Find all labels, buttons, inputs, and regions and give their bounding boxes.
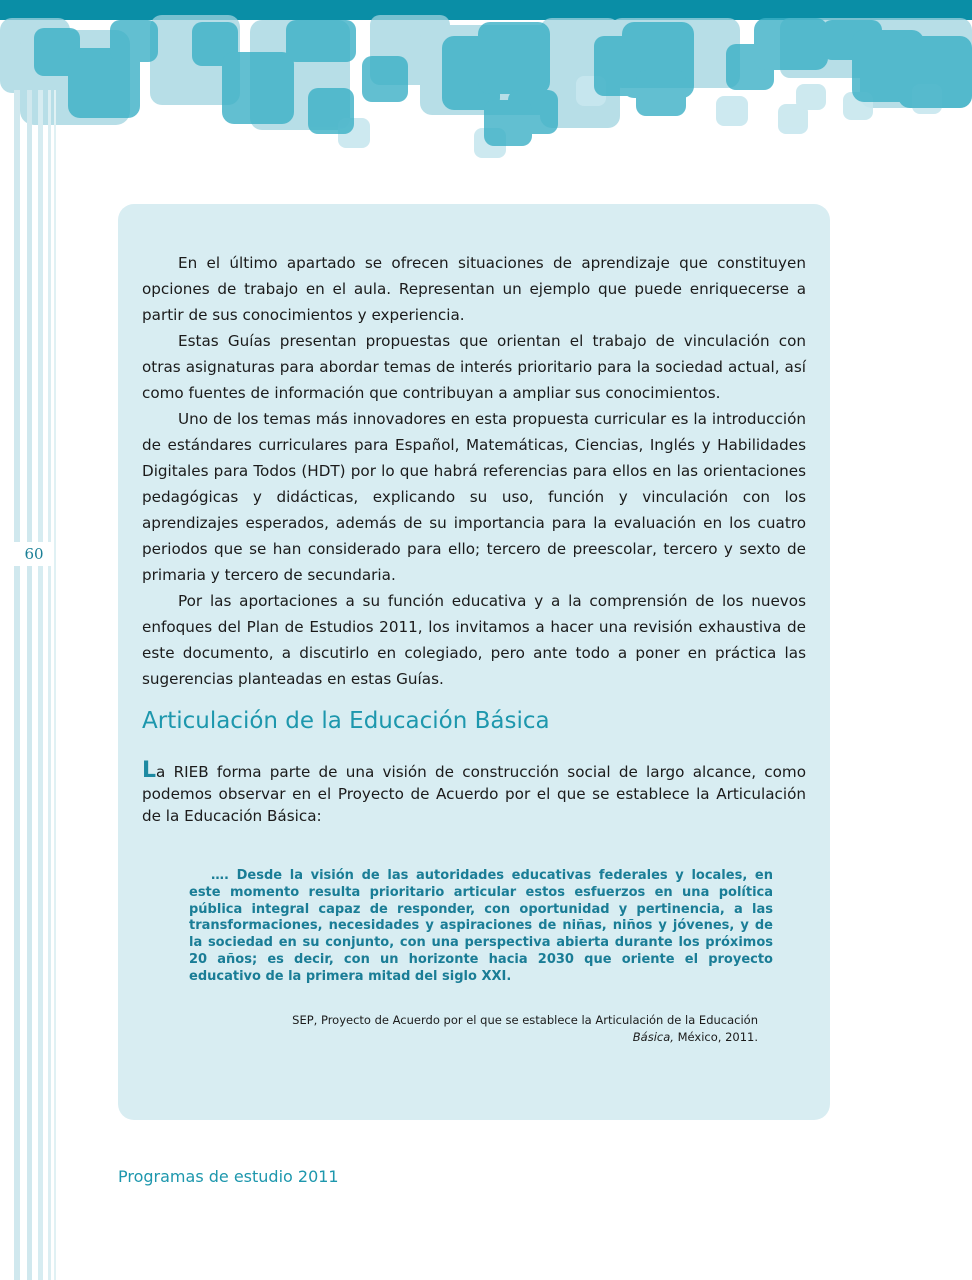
section-intro [142,760,806,827]
left-vertical-stripes [0,90,60,1280]
citation-line: SEP, Proyecto de Acuerdo por el que se establece la Articulación de la Educación [292,1013,758,1027]
footer-title: Programas de estudio 2011 [118,1167,339,1186]
paragraph: Por las aportaciones a su función educativa y a la comprensión de los nuevos enfoques del Plan de Estudios 2011, los invitamos a hacer una revisión exhaustiva de este documento, a discutirlo en colegiado, pero ante todo a poner en práctica las sugerencias planteadas en estas Guías. [142,592,806,688]
decorative-squares-banner [0,0,972,170]
body-text [142,250,806,692]
page-number: 60 [14,542,54,566]
paragraph: En el último apartado se ofrecen situaciones de aprendizaje que constituyen opciones de trabajo en el aula. Representan un ejemplo que puede enriquecerse a partir de sus conocimientos y experiencia. [142,254,806,324]
paragraph: Uno de los temas más innovadores en esta propuesta curricular es la introducción de estándares curriculares para Español, Matemáticas, Ciencias, Inglés y Habilidades Digitales para Todos (HDT) por lo que habrá referencias para ellos en las orientaciones pedagógicas y didácticas, explicando su uso, función y vinculación con los aprendizajes esperados, además de su importancia para la evaluación en los cuatro periodos que se han considerado para ello; tercero de preescolar, tercero y sexto de primaria y tercero de secundaria. [142,410,806,584]
section-title: Articulación de la Educación Básica [142,708,550,734]
drop-cap: L [142,758,157,783]
section-intro-text: a RIEB forma parte de una visión de construcción social de largo alcance, como podemos observar en el Proyecto de Acuerdo por el que se establece la Articulación de la Educación Básica: [142,763,806,825]
block-quote: …. Desde la visión de las autoridades educativas federales y locales, en este momento resulta prioritario articular estos esfuerzos en una política pública integral capaz de responder, con oportunidad y pertinencia, a las transformaciones, necesidades y aspiraciones de niñas, niños y jóvenes, y de la sociedad en su conjunto, con una perspectiva abierta durante los próximos 20 años; es decir, con un horizonte hacia 2030 que oriente el proyecto educativo de la primera mitad del siglo XXI. [189,868,773,984]
citation-italic: Básica, [632,1029,674,1044]
paragraph: Estas Guías presentan propuestas que orientan el trabajo de vinculación con otras asignaturas para abordar temas de interés prioritario para la sociedad actual, así como fuentes de información que contribuyan a ampliar sus conocimientos. [142,332,806,402]
quote-citation [260,1012,758,1045]
citation-tail: México, 2011. [673,1029,758,1044]
